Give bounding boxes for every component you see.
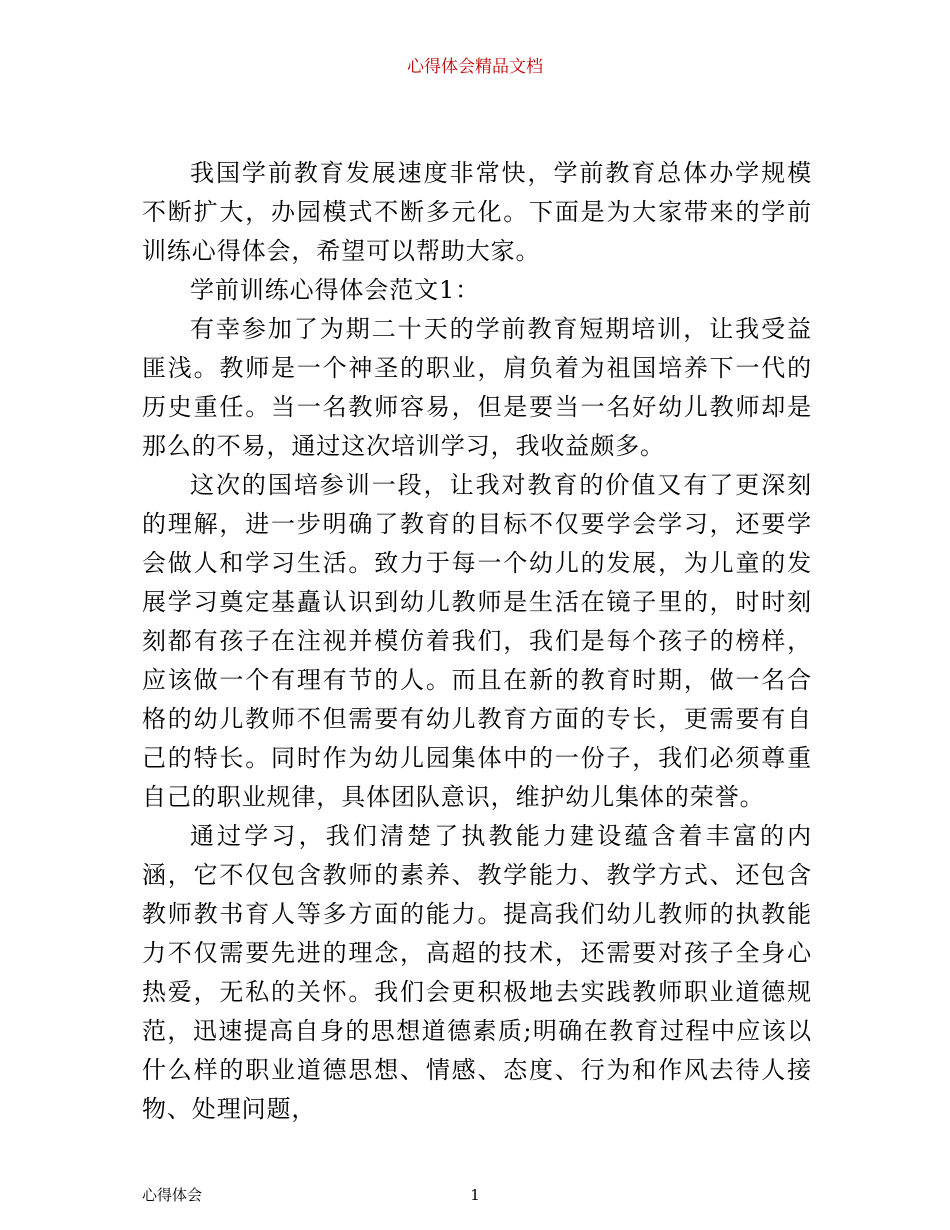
paragraph-intro: 我国学前教育发展速度非常快，学前教育总体办学规模不断扩大，办园模式不断多元化。下面是为大家带来的学前训练心得体会，希望可以帮助大家。 xyxy=(142,159,812,265)
paragraph: 通过学习，我们清楚了执教能力建设蕴含着丰富的内涵，它不仅包含教师的素养、教学能力、教学方式、还包含教师教书育人等多方面的能力。提高我们幼儿教师的执教能力不仅需要先进的理念，高超的技术，还需要对孩子全身心热爱，无私的关怀。我们会更积极地去实践教师职业道德规范，迅速提高自身的思想道德素质;明确在教育过程中应该以什么样的职业道德思想、情感、态度、行为和作风去待人接物、处理问题， xyxy=(142,822,812,1123)
document-body xyxy=(142,154,812,1129)
footer-label: 心得体会 xyxy=(142,1186,203,1204)
page-number: 1 xyxy=(470,1186,480,1204)
paragraph: 这次的国培参训一段，让我对教育的价值又有了更深刻的理解，进一步明确了教育的目标不仅要学会学习，还要学会做人和学习生活。致力于每一个幼儿的发展，为儿童的发展学习奠定基矗认识到幼儿教师是生活在镜子里的，时时刻刻都有孩子在注视并模仿着我们，我们是每个孩子的榜样，应该做一个有理有节的人。而且在新的教育时期，做一名合格的幼儿教师不但需要有幼儿教育方面的专长，更需要有自己的特长。同时作为幼儿园集体中的一份子，我们必须尊重自己的职业规律，具体团队意识，维护幼儿集体的荣誉。 xyxy=(142,471,812,811)
page-header-title: 心得体会精品文档 xyxy=(407,57,543,77)
paragraph: 有幸参加了为期二十天的学前教育短期培训，让我受益匪浅。教师是一个神圣的职业，肩负着为祖国培养下一代的历史重任。当一名教师容易，但是要当一名好幼儿教师却是那么的不易，通过这次培训学习，我收益颇多。 xyxy=(142,315,812,460)
paragraph-section-heading: 学前训练心得体会范文1： xyxy=(190,276,481,304)
